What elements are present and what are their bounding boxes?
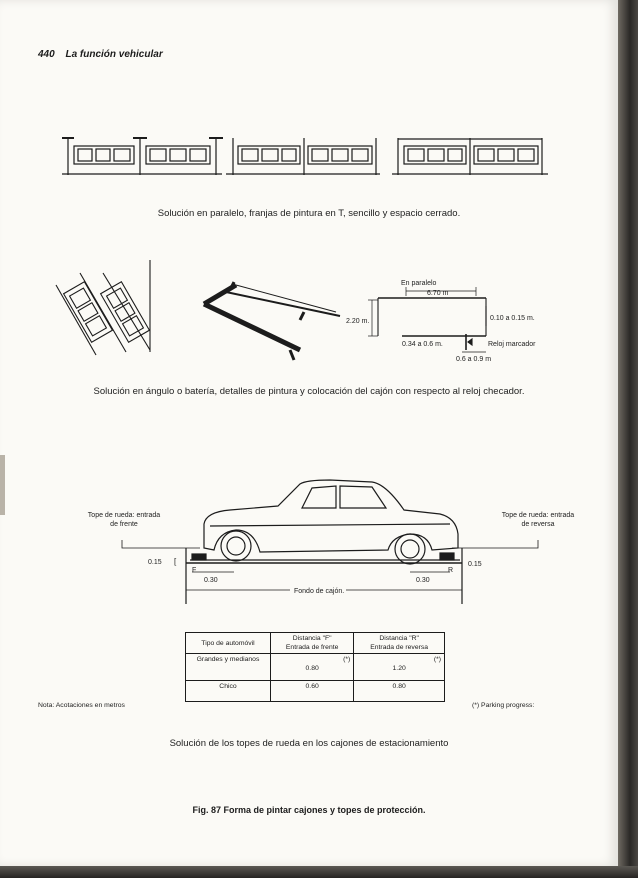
table-cell-f-value: 0.80 <box>305 665 319 672</box>
distance-table <box>185 632 445 702</box>
caption-angle: Solución en ángulo o batería, detalles de pintura y colocación del cajón con respecto al reloj checador. <box>93 386 525 397</box>
meter-distance: 0.6 a 0.9 m <box>456 356 492 363</box>
table-cell-type: Grandes y medianos <box>186 654 271 681</box>
table-header-type: Tipo de automóvil <box>186 633 271 654</box>
caption-stops: Solución de los topes de rueda en los cajones de estacionamiento <box>169 738 449 749</box>
meter-label: Reloj marcador <box>488 341 536 348</box>
meter-offset: 0.34 a 0.6 m. <box>402 341 443 348</box>
reverse-stop-label: Tope de rueda: entrada de reversa <box>501 512 575 528</box>
note-left: Nota: Acotaciones en metros <box>38 702 125 709</box>
left-height-bracket: [ <box>174 557 177 566</box>
reverse-wheel-stop <box>440 553 454 560</box>
table-cell-r-mark: (*) <box>433 656 441 663</box>
table-cell-r <box>354 654 445 681</box>
meter-height: 2.20 m. <box>346 318 370 325</box>
front-stop-label: Tope de rueda: entrada de frente <box>87 512 161 528</box>
table-cell-f <box>271 654 354 681</box>
table-row <box>186 681 445 702</box>
note-right: (*) Parking progress: <box>472 702 535 709</box>
bottom-label: Fondo de cajón. <box>294 588 345 595</box>
table-header-f-line1: Distancia "F" <box>292 635 332 642</box>
figure-caption: Fig. 87 Forma de pintar cajones y topes de protección. <box>192 805 426 815</box>
table-cell-f-mark: (*) <box>343 656 351 663</box>
page-number: 440 <box>38 49 55 60</box>
table-row <box>186 654 445 681</box>
f-marker: F <box>192 567 197 574</box>
r-marker: R <box>448 567 454 574</box>
table-header-r <box>354 633 445 654</box>
caption-parallel: Solución en paralelo, franjas de pintura en T, sencillo y espacio cerrado. <box>157 208 461 219</box>
table-header-r-line2: Entrada de reversa <box>370 644 429 651</box>
book-spine <box>618 0 638 878</box>
table-header-f-line2: Entrada de frente <box>285 644 339 651</box>
table-cell-type: Chico <box>186 681 271 702</box>
table-header-row <box>186 633 445 654</box>
running-title: La función vehicular <box>65 49 163 60</box>
table-cell-f: 0.60 <box>271 681 354 702</box>
left-height: 0.15 <box>148 559 162 566</box>
car-rear-window <box>340 486 386 508</box>
table-header-f <box>271 633 354 654</box>
car-body <box>204 480 458 552</box>
table-header-r-line1: Distancia "R" <box>379 635 419 642</box>
page-bottom-edge <box>0 866 638 878</box>
table-cell-r: 0.80 <box>354 681 445 702</box>
table-cell-r-value: 1.20 <box>392 665 406 672</box>
meter-title: En paralelo <box>401 280 437 287</box>
car-front-window <box>302 486 336 508</box>
meter-offset-right: 0.10 a 0.15 m. <box>490 315 535 322</box>
right-distance: 0.30 <box>416 577 430 584</box>
meter-length: 6.70 m <box>427 290 449 297</box>
front-wheel-stop <box>192 554 206 560</box>
left-distance: 0.30 <box>204 577 218 584</box>
right-height: 0.15 <box>468 561 482 568</box>
